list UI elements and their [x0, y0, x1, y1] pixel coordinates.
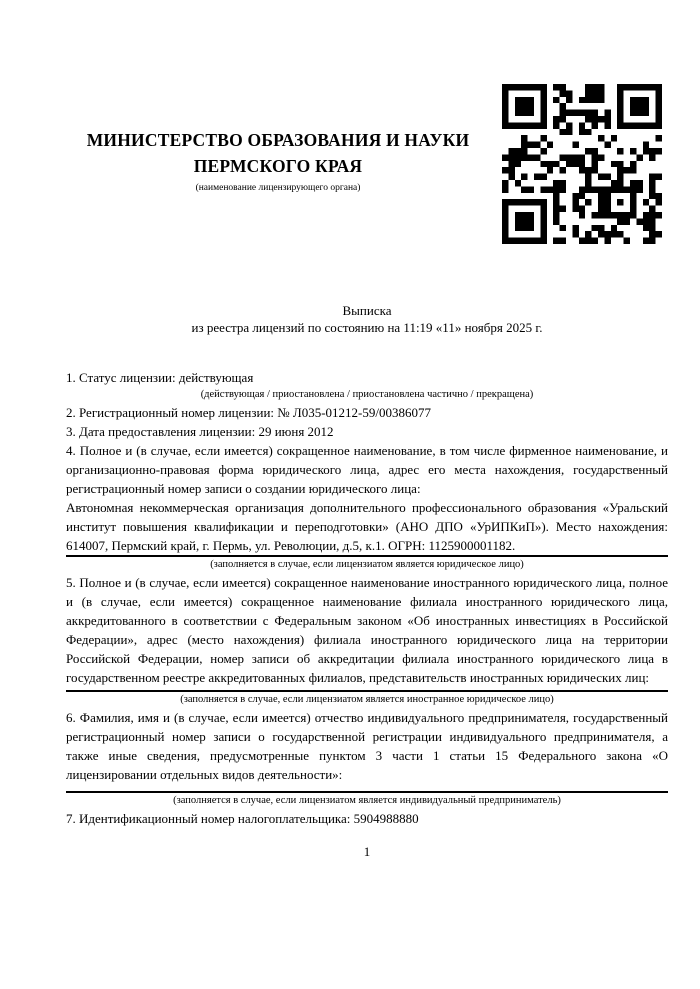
item-4-legal-entity-label: 4. Полное и (в случае, если имеется) сокращенное наименование, в том числе фирменное наименование, и организационно-правовая форма юридического лица, адрес его места нахождения, государственный регистрационный номер записи о создании юридического лица: — [66, 443, 668, 496]
item-2-registration-number: 2. Регистрационный номер лицензии: № Л035-01212-59/00386077 — [66, 405, 432, 420]
qr-code-icon — [502, 84, 662, 244]
document-title-line1: Выписка — [342, 303, 392, 318]
item-3-grant-date: 3. Дата предоставления лицензии: 29 июня 2012 — [66, 424, 334, 439]
item-4-legal-entity-value: Автономная некоммерческая организация дополнительного профессионального образования «Уральский институт повышения квалификации и переподготовки» (АНО ДПО «УрИПКиП»). Место нахождения: 614007, Пермский край, г. Пермь, ул. Революции, д.5, к.1. ОГРН: 1125900001182. — [66, 498, 668, 557]
item-4-caption: (заполняется в случае, если лицензиатом является юридическое лицо) — [210, 559, 524, 570]
document-title-line2: из реестра лицензий по состоянию на 11:19 «11» ноября 2025 г. — [191, 319, 543, 335]
authority-caption: (наименование лицензирующего органа) — [195, 183, 361, 193]
page-number: 1 — [363, 844, 371, 859]
item-5-caption: (заполняется в случае, если лицензиатом является иностранное юридическое лицо) — [180, 694, 554, 705]
authority-name-line1: МИНИСТЕРСТВО ОБРАЗОВАНИЯ И НАУКИ — [86, 130, 470, 150]
item-7-taxpayer-number: 7. Идентификационный номер налогоплательщика: 5904988880 — [66, 811, 419, 826]
item-5-foreign-entity-label: 5. Полное и (в случае, если имеется) сокращенное наименование иностранного юридического лица, полное и (в случае, если имеется) сокращенное наименование филиала иностранного юридического лица, аккредитованного в соответствии с Федеральным законом «Об иностранных инвестициях в Российской Федерации», адрес (место нахождения) филиала иностранного юридического лица на территории Российской Федерации, номер записи об аккредитации филиала иностранного юридического лица в государственном реестре аккредитованных филиалов, представительств иностранных юридических лиц: — [66, 575, 668, 685]
item-1-license-status: 1. Статус лицензии: действующая — [66, 370, 254, 385]
item-6-entrepreneur-label: 6. Фамилия, имя и (в случае, если имеется) отчество индивидуального предпринимателя, государственный регистрационный номер записи о государственной регистрации индивидуального предпринимателя, а также иные сведения, предусмотренные пунктом 3 части 1 статьи 15 Федерального закона «О лицензировании отдельных видов деятельности»: — [66, 710, 668, 782]
document-body — [66, 368, 668, 861]
authority-name-line2: ПЕРМСКОГО КРАЯ — [193, 156, 363, 176]
item-6-caption: (заполняется в случае, если лицензиатом является индивидуальный предприниматель) — [173, 795, 561, 806]
issuing-authority-header — [66, 127, 490, 195]
item-1-caption: (действующая / приостановлена / приостановлена частично / прекращена) — [200, 389, 534, 400]
document-title — [66, 303, 668, 336]
